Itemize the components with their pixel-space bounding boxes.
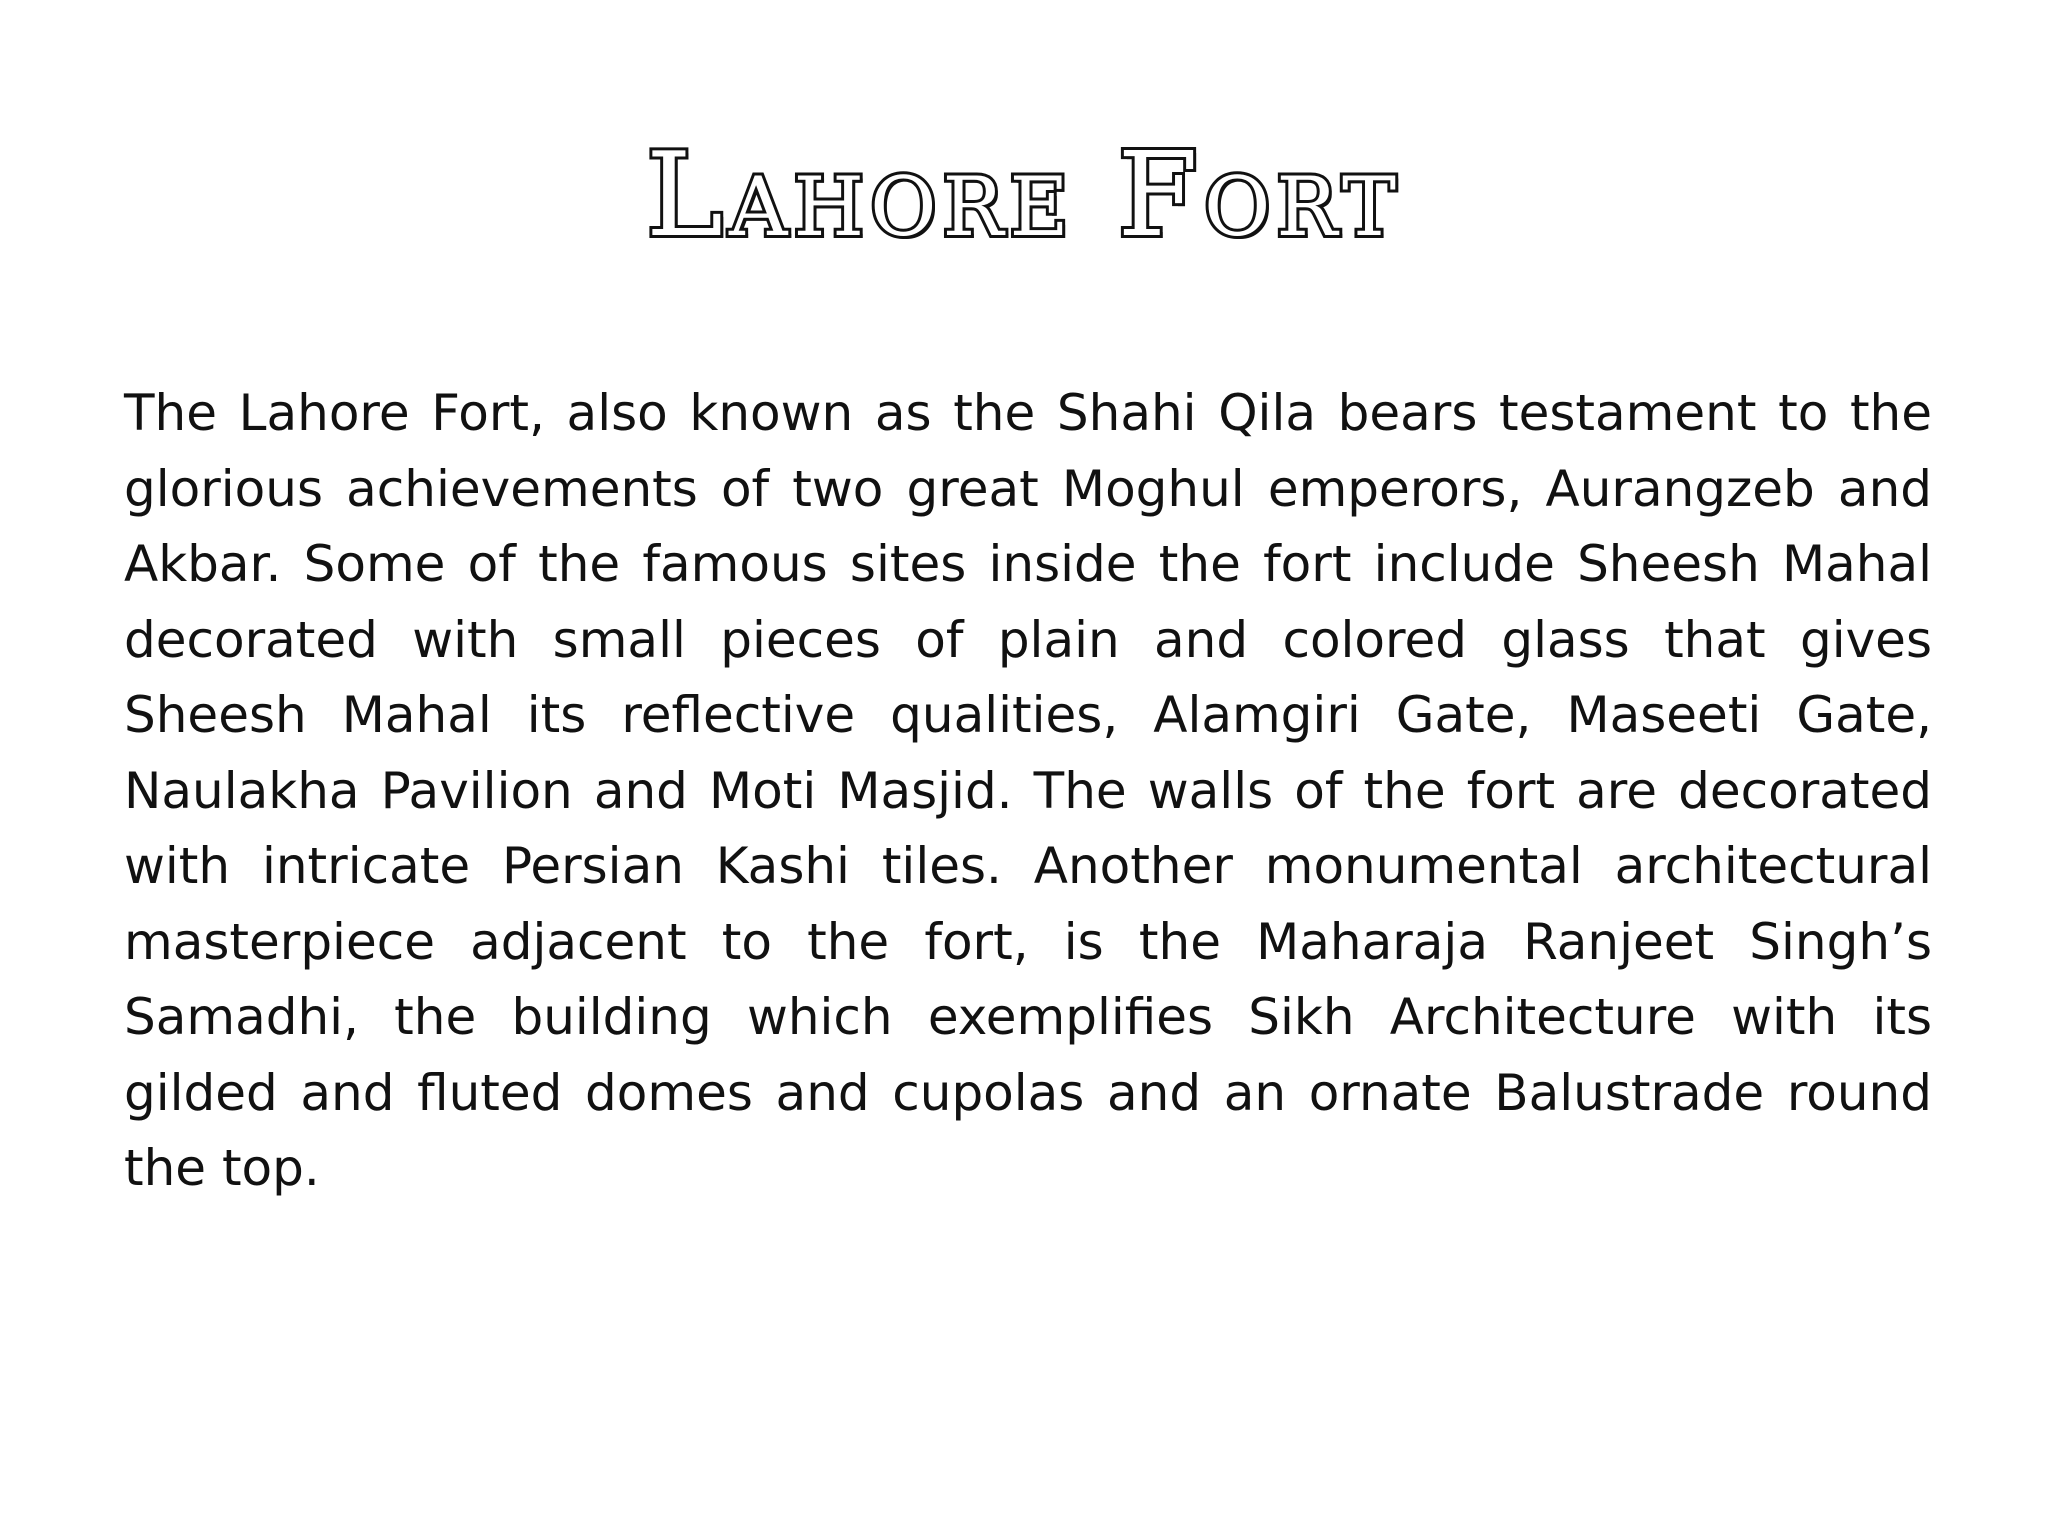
slide-body-paragraph: The Lahore Fort, also known as the Shahi Qila bears testament to the glorious achievements of two great Moghul emperors, Aurangzeb and Akbar. Some of the famous sites inside the fort include Sheesh Mahal decorated with small pieces of plain and colored glass that gives Sheesh Mahal its reflective qualities, Alamgiri Gate, Maseeti Gate, Naulakha Pavilion and Moti Masjid. The walls of the fort are decorated with intricate Persian Kashi tiles. Another monumental architectural masterpiece adjacent to the fort, is the Maharaja Ranjeet Singh’s Samadhi, the building which exemplifies Sikh Architecture with its gilded and fluted domes and cupolas and an ornate Balustrade round the top. [124, 384, 1932, 1197]
slide-title: Lahore Fort [645, 128, 1403, 263]
